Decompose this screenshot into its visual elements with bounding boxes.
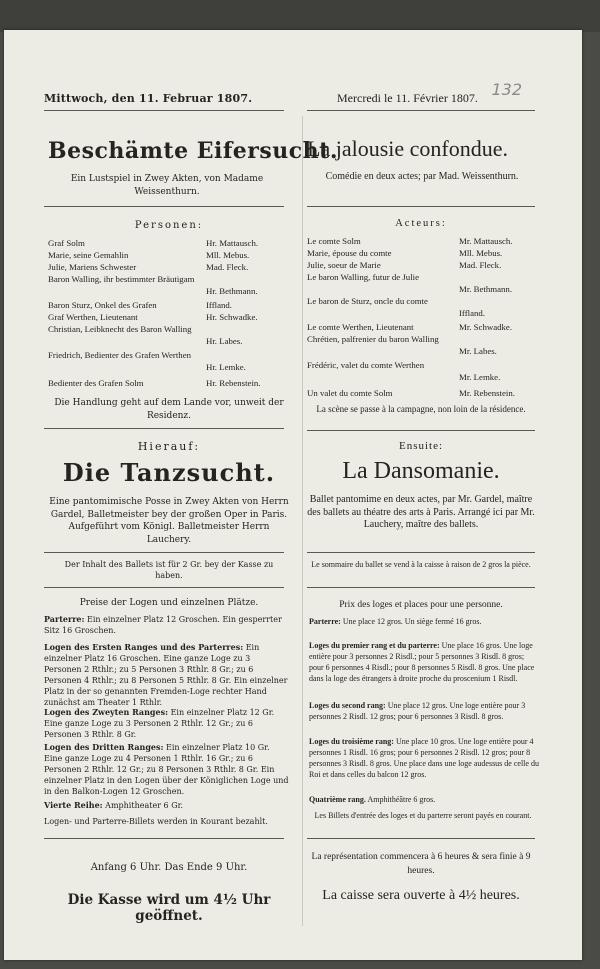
price-text: Ein einzelner Platz 16 Groschen. Eine ganze Loge zu 3 Personen 2 Rthlr.; zu 5 Personen 3 Rthlr. 8 Gr.; zu 6 Personen 4 Rthlr.; zu 8 Personen 5 Rthlr. 8 Gr. Ein einzelner Platz in der so genannten Fremden-Loge rechter Hand zunächst am Theater 1 Rthlr.: [44, 643, 288, 707]
cast-actor: Iffland.: [206, 300, 232, 310]
cast-actor: Hr. Labes.: [206, 336, 243, 346]
price-text: Amphithéâtre 6 gros.: [367, 795, 436, 804]
price-label: Logen des Ersten Ranges und des Parterres:: [44, 642, 244, 652]
french-cast-row: [307, 334, 535, 356]
french-cast-row: [307, 322, 513, 332]
french-times: La représentation commencera à 6 heures & sera finie à 9 heures.: [311, 852, 531, 876]
french-rule: [307, 430, 535, 431]
cast-role: Graf Werthen, Lieutenant: [48, 312, 138, 322]
german-price-third-rank: [44, 742, 290, 797]
french-date: Mercredi le 11. Février 1807.: [337, 91, 478, 105]
cast-role: Friedrich, Bedienter des Grafen Werthen: [48, 350, 192, 360]
german-cast-row: [48, 300, 232, 310]
french-rule: [307, 587, 535, 588]
cast-actor: Hr. Bethmann.: [206, 286, 258, 296]
cast-role: Marie, seine Gemahlin: [48, 250, 129, 260]
french-rule: [307, 110, 535, 111]
french-cast-row: [307, 236, 513, 246]
cast-actor: Hr. Mattausch.: [206, 238, 259, 248]
french-ballet-note: Le sommaire du ballet se vend à la caisse à raison de 2 gros la pièce.: [311, 560, 531, 569]
french-prices-heading: Prix des loges et places pour une personne.: [339, 600, 503, 610]
cast-actor: Mr. Labes.: [459, 346, 497, 356]
german-rule: [44, 428, 284, 429]
cast-role: Le baron de Sturz, oncle du comte: [307, 296, 428, 306]
german-rule: [44, 206, 284, 207]
german-cast-row: [48, 378, 261, 388]
cast-role: Christian, Leibknecht des Baron Walling: [48, 324, 192, 334]
cast-actor: Mr. Schwadke.: [459, 322, 513, 332]
french-ballet-title: La Dansomanie.: [342, 458, 500, 484]
german-cast-row: [48, 262, 249, 272]
german-setting: Die Handlung geht auf dem Lande vor, unweit der Residenz.: [54, 398, 284, 421]
german-ballet-note: Der Inhalt des Ballets ist für 2 Gr. bey der Kasse zu haben.: [64, 560, 274, 580]
price-text: Ein einzelner Platz 12 Groschen. Ein gesperrter Sitz 16 Groschen.: [44, 615, 282, 635]
french-rule: [307, 838, 535, 839]
scan-background: [0, 0, 600, 32]
cast-role: Baron Walling, ihr bestimmter Bräutigam: [48, 274, 195, 284]
price-label: Parterre:: [309, 617, 341, 626]
german-price-fourth-row: [44, 800, 290, 811]
cast-actor: Mr. Rebenstein.: [459, 388, 515, 398]
french-cast-row: [307, 388, 515, 398]
french-title: La jalousie confondue.: [307, 136, 508, 161]
price-text: Une place 12 gros. Un siège fermé 16 gros.: [342, 617, 482, 626]
french-setting: La scène se passe à la campagne, non loin de la résidence.: [316, 404, 526, 414]
french-cast-row: [307, 296, 535, 318]
page-number: 132: [491, 80, 522, 99]
cast-role: Un valet du comte Solm: [307, 388, 393, 398]
price-text: Ein einzelner Platz 10 Gr. Eine ganze Loge zu 4 Personen 1 Rthlr. 16 Gr.; zu 6 Personen 2 Rthlr. 12 Gr.; zu 8 Personen 3 Rthlr. 8 Gr. Ein einzelner Platz in den Logen über der Königlichen Loge und in den Balkon-Logen 12 Groschen.: [44, 743, 289, 796]
french-rule: [307, 552, 535, 553]
french-box-office: La caisse sera ouverte à 4½ heures.: [322, 888, 520, 903]
cast-role: Frédéric, valet du comte Werthen: [307, 360, 425, 370]
french-price-third-rank: [309, 736, 539, 780]
price-text: Amphitheater 6 Gr.: [105, 801, 184, 810]
german-ballet-desc: Eine pantomimische Posse in Zwey Akten von Herrn Gardel, Balletmeister bey der großen Oper in Paris. Aufgeführt vom Königl. Balletmeister Herrn Lauchery.: [49, 497, 289, 545]
cast-actor: Mad. Fleck.: [459, 260, 502, 270]
cast-actor: Mr. Mattausch.: [459, 236, 513, 246]
cast-actor: Mr. Lemke.: [459, 372, 501, 382]
german-price-second-rank: [44, 707, 290, 740]
cast-actor: Mr. Bethmann.: [459, 284, 513, 294]
german-box-office: Die Kasse wird um 4½ Uhr geöffnet.: [67, 892, 271, 924]
price-text: Une place 12 gros. Une loge entière pour 3 personnes 2 Risdl. 12 gros; pour 6 personnes 3 Risdl. 8 gros.: [309, 701, 526, 721]
german-rule: [44, 587, 284, 588]
french-subtitle: Comédie en deux actes; par Mad. Weissenthurn.: [325, 171, 519, 182]
french-price-first-rank: [309, 640, 539, 684]
german-cast-row: [48, 238, 259, 248]
german-rule: [44, 838, 284, 839]
price-label: Logen des Zweyten Ranges:: [44, 707, 169, 717]
french-rule: [307, 206, 535, 207]
german-date: Mittwoch, den 11. Februar 1807.: [44, 92, 253, 105]
french-cast-row: [307, 260, 502, 270]
playbill-sheet: [4, 30, 582, 960]
cast-role: Julie, soeur de Marie: [307, 260, 381, 270]
cast-role: Marie, épouse du comte: [307, 248, 392, 258]
price-label: Loges du second rang:: [309, 701, 386, 710]
french-price-fourth-rank: [309, 794, 539, 805]
french-price-parterre: [309, 616, 539, 627]
column-divider: [302, 116, 303, 926]
german-billets-note: Logen- und Parterre-Billets werden in Kourant bezahlt.: [44, 817, 268, 826]
cast-role: Baron Sturz, Onkel des Grafen: [48, 300, 157, 310]
french-billets-note: Les Billets d'entrée des loges et du parterre seront payés en courant.: [314, 811, 532, 820]
cast-role: Bedienter des Grafen Solm: [48, 378, 144, 388]
cast-actor: Hr. Lemke.: [206, 362, 246, 372]
cast-role: Julie, Mariens Schwester: [48, 262, 137, 272]
cast-actor: Mll. Mebus.: [206, 250, 250, 260]
german-price-parterre: [44, 614, 290, 636]
cast-role: Le comte Solm: [307, 236, 361, 246]
cast-role: Graf Solm: [48, 238, 85, 248]
french-cast-row: [307, 248, 503, 258]
german-title: Beschämte Eifersucht.: [48, 138, 338, 164]
german-ballet-title: Die Tanzsucht.: [62, 458, 276, 487]
french-price-second-rank: [309, 700, 539, 722]
price-text: Une place 16 gros. Une loge entière pour 3 personnes 2 Risdl.; pour 5 personnes 3 Risdl. 8 gros; pour 6 personnes 4 Risdl.; pour 8 personnes 5 Risdl. 8 gros. Une place dans la loge des étrangers à droite proche du proscenium 1 Risdl.: [309, 641, 535, 683]
price-text: Une place 10 gros. Une loge entière pour 4 personnes 1 Risdl. 16 gros; pour 6 personnes 2 Risdl. 12 gros; pour 8 personnes 3 Risdl. 8 gros. Une place dans une loge audessus de celle du Roi et dans celles du balcon 12 gros.: [309, 737, 539, 779]
german-cast-row: [48, 250, 250, 260]
german-subtitle: Ein Lustspiel in Zwey Akten, von Madame Weissenthurn.: [70, 174, 264, 197]
cast-actor: Mll. Mebus.: [459, 248, 503, 258]
price-label: Logen des Dritten Ranges:: [44, 742, 164, 752]
german-cast-row: [48, 274, 278, 296]
german-then-heading: Hierauf:: [137, 440, 201, 453]
cast-role: Le baron Walling, futur de Julie: [307, 272, 419, 282]
german-rule: [44, 552, 284, 553]
price-label: Loges du premier rang et du parterre:: [309, 641, 440, 650]
german-cast-heading: Personen:: [134, 220, 204, 231]
german-cast-row: [48, 324, 278, 346]
price-label: Loges du troisième rang:: [309, 737, 394, 746]
french-cast-row: [307, 360, 535, 382]
cast-actor: Hr. Schwadke.: [206, 312, 258, 322]
cast-role: Le comte Werthen, Lieutenant: [307, 322, 414, 332]
german-prices-heading: Preise der Logen und einzelnen Plätze.: [79, 598, 259, 608]
price-label: Parterre:: [44, 614, 85, 624]
german-price-first-rank: [44, 642, 290, 708]
german-rule: [44, 110, 284, 111]
french-then-heading: Ensuite:: [398, 440, 444, 452]
cast-actor: Hr. Rebenstein.: [206, 378, 261, 388]
french-ballet-desc: Ballet pantomime en deux actes, par Mr. Gardel, maître des ballets au théatre des arts à Paris. Arrangé ici par Mr. Lauchery, maître des ballets.: [307, 494, 535, 530]
price-text: Ein einzelner Platz 12 Gr. Eine ganze Loge zu 3 Personen 2 Rthlr. 12 Gr.; zu 6 Personen 3 Rthlr. 8 Gr.: [44, 708, 275, 739]
cast-actor: Iffland.: [459, 308, 485, 318]
cast-actor: Mad. Fleck.: [206, 262, 249, 272]
german-times: Anfang 6 Uhr. Das Ende 9 Uhr.: [90, 862, 248, 873]
french-cast-heading: Acteurs:: [395, 218, 447, 229]
german-cast-row: [48, 350, 278, 372]
price-label: Quatrième rang.: [309, 795, 366, 804]
cast-role: Chrétien, palfrenier du baron Walling: [307, 334, 439, 344]
french-cast-row: [307, 272, 535, 294]
price-label: Vierte Reihe:: [44, 800, 103, 810]
german-cast-row: [48, 312, 258, 322]
